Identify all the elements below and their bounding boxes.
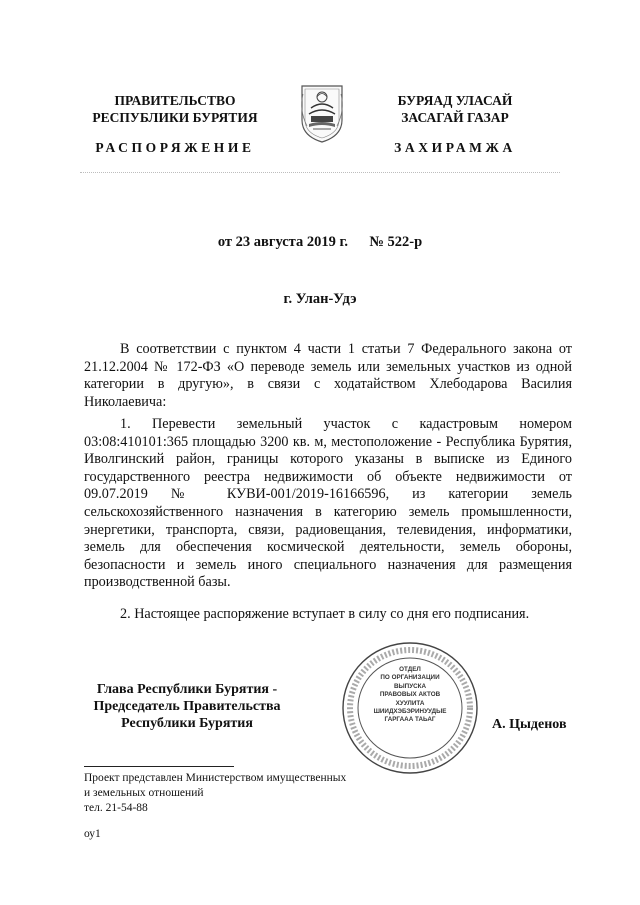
footer-line1: Проект представлен Министерством имущественных: [84, 772, 347, 784]
stamp-line: ХУУЛИТА: [395, 699, 425, 707]
footer-code: оу1: [84, 828, 101, 840]
stamp-line: ВЫПУСКА: [393, 682, 427, 690]
signatory-title: [72, 681, 302, 732]
document-city: г. Улан-Удэ: [283, 291, 357, 307]
header-right-title: ЗАХИРАМЖА: [394, 140, 516, 155]
document-date: от 23 августа 2019 г.: [217, 234, 349, 250]
signatory-title-line1: Глава Республики Бурятия -: [96, 682, 278, 697]
header-left: [60, 92, 290, 126]
footer-line2: и земельных отношений: [84, 787, 204, 799]
stamp-line: ПО ОРГАНИЗАЦИИ: [380, 674, 440, 682]
item-1-paragraph: 1. Перевести земельный участок с кадастровым номером 03:08:410101:365 площадью 3200 кв. м, местоположение - Республика Бурятия, Иволгинский район, границы которого указаны в выписке из Единого государственного реестра недвижимости об объекте недвижимости от 09.07.2019 № КУВИ-001/2019-16166596, из категории земель сельскохозяйственного назначения в категорию земель промышленности, энергетики, транспорта, связи, радиовещания, телевидения, информатики, земель для обеспечения космической деятельности, земель обороны, безопасности и земель иного специального назначения для размещения производственной базы.: [84, 416, 572, 591]
document-number: № 522-р: [369, 234, 423, 250]
stamp-line: ПРАВОВЫХ АКТОВ: [379, 691, 441, 699]
intro-paragraph: В соответствии с пунктом 4 части 1 статьи 7 Федерального закона от 21.12.2004 № 172-ФЗ «О переводе земель или земельных участков из одной категории в другую», в связи с ходатайством Хлебодарова Василия Николаевича:: [84, 341, 572, 410]
signatory-title-line2: Председатель Правительства: [93, 699, 281, 714]
stamp-line: ОТДЕЛ: [399, 666, 421, 673]
header-left-line2: РЕСПУБЛИКИ БУРЯТИЯ: [92, 110, 258, 125]
official-stamp: [340, 640, 480, 776]
document-date-number: [0, 234, 640, 251]
header-right-line2: ЗАСАГАЙ ГАЗАР: [401, 110, 509, 125]
stamp-text: [362, 666, 458, 725]
footer-phone: тел. 21-54-88: [84, 802, 148, 814]
footer-note: [84, 771, 484, 842]
signatory-title-line3: Республики Бурятия: [121, 716, 253, 731]
header-left-title: РАСПОРЯЖЕНИЕ: [95, 140, 255, 155]
signatory-name: А. Цыденов: [492, 717, 567, 732]
header-left-line1: ПРАВИТЕЛЬСТВО: [114, 93, 236, 108]
item-2-paragraph: 2. Настоящее распоряжение вступает в силу со дня его подписания.: [120, 606, 530, 622]
header-right: [340, 92, 570, 126]
stamp-line: ГАРГААА ТАЬАГ: [384, 716, 436, 724]
footer-divider: [84, 766, 234, 767]
header-right-line1: БУРЯАД УЛАСАЙ: [397, 93, 513, 108]
stamp-line: ШИИДХЭБЭРИНУУДЫЕ: [373, 708, 447, 716]
header-divider: [80, 172, 560, 173]
